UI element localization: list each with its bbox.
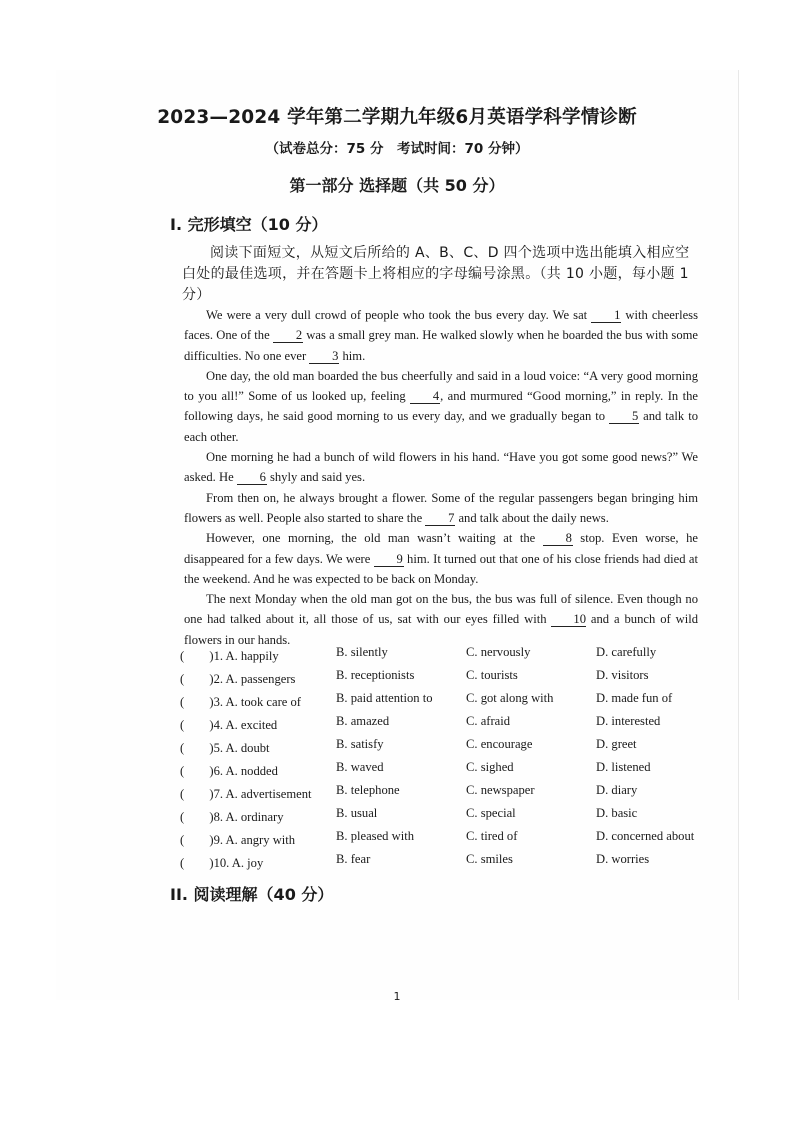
question-number: ( )3. A. took care of xyxy=(180,695,302,709)
passage-paragraph: We were a very dull crowd of people who took the bus every day. We sat 1 with cheerless faces. One of the 2 was a small grey man. He walked slowly when he boarded the bus with some difficulties. No one ever 3 him. xyxy=(184,308,698,363)
passage-paragraph: However, one morning, the old man wasn’t waiting at the 8 stop. Even worse, he disappeared for a few days. We were 9 him. It turned out that one of his close friends had died at the weekend. And he was expected to be back on Monday. xyxy=(184,531,698,586)
option-b[interactable]: B. silently xyxy=(336,645,388,659)
option-d[interactable]: D. greet xyxy=(596,737,637,751)
blank-1: 1 xyxy=(591,308,621,323)
page-subtitle: （试卷总分：75 分 考试时间：70 分钟） xyxy=(265,141,529,157)
option-b[interactable]: B. fear xyxy=(336,852,371,866)
option-d[interactable]: D. concerned about xyxy=(596,829,695,843)
option-b[interactable]: B. satisfy xyxy=(336,737,384,751)
blank-4: 4 xyxy=(410,389,440,404)
option-c[interactable]: C. nervously xyxy=(466,645,531,659)
blank-10: 10 xyxy=(551,612,586,627)
option-c[interactable]: C. special xyxy=(466,806,516,820)
blank-9: 9 xyxy=(374,552,404,567)
blank-8: 8 xyxy=(543,531,573,546)
option-d[interactable]: D. visitors xyxy=(596,668,649,682)
option-c[interactable]: C. tired of xyxy=(466,829,518,843)
option-c[interactable]: C. smiles xyxy=(466,852,513,866)
section-heading-cloze: I. 完形填空（10 分） xyxy=(170,215,328,234)
option-b[interactable]: B. amazed xyxy=(336,714,390,728)
option-c[interactable]: C. newspaper xyxy=(466,783,535,797)
question-number: ( )2. A. passengers xyxy=(180,672,296,686)
option-d[interactable]: D. basic xyxy=(596,806,638,820)
blank-2: 2 xyxy=(273,328,303,343)
option-b[interactable]: B. waved xyxy=(336,760,384,774)
option-d[interactable]: D. listened xyxy=(596,760,651,774)
option-b[interactable]: B. usual xyxy=(336,806,378,820)
option-c[interactable]: C. encourage xyxy=(466,737,533,751)
question-number: ( )6. A. nodded xyxy=(180,764,278,778)
passage-paragraph: From then on, he always brought a flower. Some of the regular passengers began bringing him flowers as well. People also started to share the 7 and talk about the daily news. xyxy=(184,490,698,525)
blank-6: 6 xyxy=(237,470,267,485)
option-c[interactable]: C. afraid xyxy=(466,714,511,728)
option-b[interactable]: B. telephone xyxy=(336,783,400,797)
option-c[interactable]: C. got along with xyxy=(466,691,554,705)
option-b[interactable]: B. pleased with xyxy=(336,829,414,843)
option-d[interactable]: D. made fun of xyxy=(596,691,673,705)
passage-paragraph: The next Monday when the old man got on the bus, the bus was full of silence. Even though no one had talked about it, all those of us, sat with our eyes filled with 10 and a bunch of wild flowers in our hands. xyxy=(184,592,698,647)
question-number: ( )4. A. excited xyxy=(180,718,278,732)
part-heading: 第一部分 选择题（共 50 分） xyxy=(289,176,505,195)
section-heading-reading: II. 阅读理解（40 分） xyxy=(170,885,334,904)
option-b[interactable]: B. paid attention to xyxy=(336,691,433,705)
question-number: ( )7. A. advertisement xyxy=(180,787,312,801)
option-d[interactable]: D. carefully xyxy=(596,645,657,659)
question-number: ( )10. A. joy xyxy=(180,856,264,870)
option-d[interactable]: D. worries xyxy=(596,852,650,866)
question-number: ( )9. A. angry with xyxy=(180,833,296,847)
passage-paragraph: One day, the old man boarded the bus cheerfully and said in a loud voice: “A very good morning to you all!” Some of us looked up, feeling 4, and murmured “Good morning,” in reply. In the following days, he said good morning to us every day, and we gradually began to 5 and talk to each other. xyxy=(184,368,698,444)
blank-5: 5 xyxy=(609,409,639,424)
page-title: 2023—2024 学年第二学期九年级6月英语学科学情诊断 xyxy=(157,107,637,128)
option-d[interactable]: D. diary xyxy=(596,783,638,797)
question-number: ( )5. A. doubt xyxy=(180,741,270,755)
option-c[interactable]: C. tourists xyxy=(466,668,518,682)
option-c[interactable]: C. sighed xyxy=(466,760,514,774)
cloze-instructions: 阅读下面短文，从短文后所给的 A、B、C、D 四个选项中选出能填入相应空白处的最佳选项，并在答题卡上将相应的字母编号涂黑。（共 10 小题，每小题 1 分） xyxy=(182,245,690,303)
passage-paragraph: One morning he had a bunch of wild flowers in his hand. “Have you got some good news?” We asked. He 6 shyly and said yes. xyxy=(184,450,698,485)
page-number: 1 xyxy=(393,990,401,1003)
question-number: ( )8. A. ordinary xyxy=(180,810,284,824)
blank-7: 7 xyxy=(425,511,455,526)
cloze-passage xyxy=(184,305,698,650)
question-number: ( )1. A. happily xyxy=(180,649,279,663)
option-d[interactable]: D. interested xyxy=(596,714,661,728)
blank-3: 3 xyxy=(309,349,339,364)
option-b[interactable]: B. receptionists xyxy=(336,668,415,682)
